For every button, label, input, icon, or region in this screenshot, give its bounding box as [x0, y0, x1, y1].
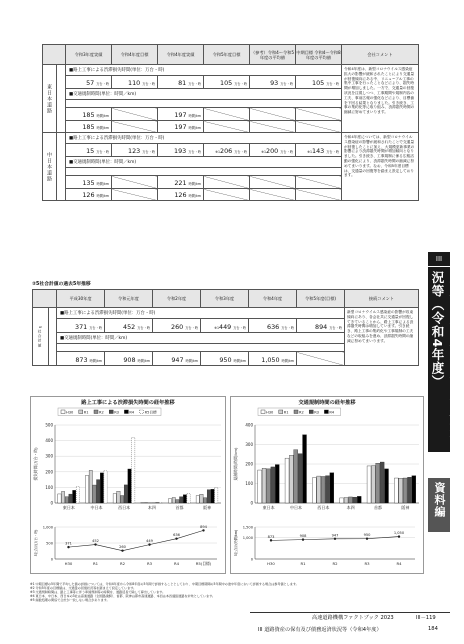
- data-point: [366, 538, 368, 540]
- legend-label: R5目標: [144, 410, 157, 415]
- footnote: ※1 中期目標の5年間で平均した値の評価については、令和4年度から令和8年度の5年間で評価することとしており、中期目標期間の5年間中の途中年度において評価する場合は参考値とします。: [30, 582, 299, 586]
- col-header: 会社コメント: [342, 45, 419, 65]
- legend-swatch: [309, 410, 313, 414]
- y-tick-label: 100: [45, 484, 53, 490]
- col-header: 平成30年度: [57, 290, 105, 308]
- value-cell: 185 時間/km: [66, 121, 112, 133]
- bar: [271, 467, 275, 503]
- legend-swatch: [124, 410, 128, 414]
- appendix-label: 資料編: [433, 482, 446, 518]
- bar: [196, 496, 199, 503]
- bar: [124, 485, 127, 503]
- bar: [159, 502, 162, 503]
- data-label: 636: [173, 533, 180, 538]
- company-comment: 令和4年度は、新型コロナウイルス感染症拡大の影響が緩和されたことにより交通量が回復傾向にある中、リニューアル工事の集中工事を行ったことなどにより、損失時間が増加しました。一方で、交通量の回復状況を注視しつつ、工事期間や規制内容の工夫、事前広報の強化などにより、目標値を下回る結果となりました。引き続き、工事の集約化等に取り組み、渋滞損失時間の縮減に努めてまいります。: [342, 65, 419, 133]
- legend-swatch: [109, 410, 113, 414]
- col-header: 接続コメント: [345, 290, 419, 308]
- col-header: 令和5年度(目標): [297, 290, 345, 308]
- y-tick-label: 1,500: [242, 525, 253, 530]
- data-label: 947: [331, 533, 339, 538]
- x-tick-label: 中日本: [90, 505, 103, 510]
- x-tick-label: R2: [119, 561, 126, 566]
- bar: [180, 497, 183, 503]
- data-label: 908: [299, 534, 307, 539]
- bar: [353, 497, 357, 503]
- data-label: 1,050: [393, 531, 405, 536]
- x-tick-label: R2: [332, 561, 338, 566]
- x-tick-label: R1: [300, 561, 306, 566]
- footer-pageref: III－119: [416, 615, 436, 621]
- value-cell: 126 時間/km: [66, 189, 112, 201]
- legend-label: R4: [329, 410, 335, 415]
- restriction-total-line-chart: [231, 519, 425, 573]
- data-point: [302, 538, 304, 540]
- legend-label: R4: [129, 410, 135, 415]
- data-point: [202, 529, 204, 531]
- x-tick-label: 阪神: [401, 505, 410, 510]
- legend-label: R3: [114, 410, 119, 415]
- col-header: 令和5年度目標: [204, 45, 250, 65]
- x-tick-label: R1: [92, 561, 99, 566]
- value-cell: 126 時間/km: [158, 189, 204, 201]
- value-cell: 197 時間/km: [158, 108, 204, 121]
- data-point: [148, 543, 150, 545]
- bar: [85, 475, 88, 503]
- empty-diag-cell: [296, 108, 342, 121]
- x-tick-label: H30: [64, 561, 73, 566]
- metric-subheader: ■路上工事による渋滞損失時間(単位：万台・時): [57, 308, 345, 319]
- spacer-cell: [57, 65, 66, 133]
- legend-swatch: [140, 410, 144, 414]
- value-cell: 221 時間/km: [158, 176, 204, 189]
- value-cell: 110 万台・時: [112, 76, 158, 89]
- value-cell: 93 万台・時: [250, 76, 296, 89]
- y-tick-label: 0: [250, 557, 253, 562]
- value-cell: 57 万台・時: [66, 76, 112, 89]
- bar: [73, 490, 76, 503]
- value-cell: 81 万台・時: [158, 76, 204, 89]
- bar: [394, 478, 398, 503]
- y-tick-label: 500: [46, 541, 53, 546]
- spacer-row: [66, 168, 342, 176]
- bar: [89, 470, 92, 503]
- data-label: 950: [363, 533, 371, 538]
- value-cell: 197 時間/km: [158, 121, 204, 133]
- y-axis-label: 規制時間(時間/km): [233, 447, 238, 481]
- value-cell: 1,050 時間/km: [249, 352, 297, 366]
- bar: [168, 499, 171, 503]
- bar: [100, 473, 103, 503]
- bar: [120, 496, 123, 503]
- bar: [266, 469, 270, 503]
- spacer-row: [66, 100, 342, 108]
- bar: [340, 498, 344, 503]
- bar: [317, 476, 321, 503]
- bar: [104, 471, 107, 503]
- bar: [303, 435, 307, 503]
- legend-label: R1: [283, 410, 289, 415]
- data-label: 894: [200, 524, 207, 529]
- bar: [61, 491, 64, 503]
- spacer-cell: [49, 308, 57, 366]
- data-point: [121, 549, 123, 551]
- x-tick-label: R3: [364, 561, 370, 566]
- y-tick-label: 0: [50, 557, 53, 562]
- y-tick-label: 200: [45, 469, 53, 475]
- value-cell: 105 万台・時: [296, 76, 342, 89]
- bar: [275, 465, 279, 503]
- value-cell: ※1143 万台・時: [296, 144, 342, 157]
- legend-label: R1: [83, 410, 89, 415]
- chart-panel-restriction: [230, 396, 424, 574]
- corner-cell: [43, 45, 66, 65]
- value-cell: ※1206 万台・時: [204, 144, 250, 157]
- bar: [408, 477, 412, 503]
- bar: [132, 437, 135, 503]
- bar: [285, 458, 289, 503]
- bar: [399, 478, 403, 503]
- data-label: 873: [267, 534, 275, 539]
- legend-swatch: [324, 410, 328, 414]
- footnote: ※3 交通規制時間は、路上工事等に伴う車線規制等の時間を、道路延長で除して算出しています。: [30, 590, 166, 594]
- empty-diag-cell: [296, 121, 342, 133]
- empty-diag-cell: [250, 121, 296, 133]
- value-cell: 185 時間/km: [66, 108, 112, 121]
- legend-swatch: [61, 410, 65, 414]
- y-tick-label: 1,000: [42, 525, 53, 530]
- bar: [403, 478, 407, 503]
- col-header: 令和3年度: [201, 290, 249, 308]
- bar: [183, 495, 186, 503]
- value-cell: 452 万台・時: [105, 319, 153, 333]
- bar: [69, 494, 72, 503]
- value-cell: 135 時間/km: [66, 176, 112, 189]
- appendix-tab: [428, 478, 450, 532]
- chart-title: 路上工事による渋滞損失時間の経年推移: [81, 400, 175, 406]
- value-cell: 908 時間/km: [105, 352, 153, 366]
- data-point: [67, 546, 69, 548]
- data-label: 260: [119, 545, 126, 550]
- company-label: 中日本道路: [43, 133, 57, 201]
- bar: [326, 476, 330, 503]
- data-point: [94, 543, 96, 545]
- bar: [376, 463, 380, 503]
- chart-panel-congestion: [30, 396, 226, 574]
- y-tick-label: 500: [45, 422, 53, 428]
- col-header: 令和3年度実績: [66, 45, 112, 65]
- empty-diag-cell: [297, 352, 345, 366]
- bar: [348, 497, 352, 503]
- legend-label: H30: [66, 410, 74, 415]
- bar: [58, 494, 61, 503]
- x-tick-label: 東日本: [62, 505, 75, 510]
- corner-cell: [33, 290, 57, 308]
- bar: [321, 476, 325, 503]
- empty-diag-cell: [204, 108, 250, 121]
- metric-subheader: ■交通規制時間(単位：時間／km): [66, 157, 342, 168]
- section-title: ②5社合計値の過去5年推移: [32, 282, 91, 287]
- empty-diag-cell: [204, 176, 250, 189]
- col-header: 令和4年度実績: [158, 45, 204, 65]
- bar: [258, 470, 262, 503]
- bar: [330, 473, 334, 503]
- value-cell: 260 万台・時: [153, 319, 201, 333]
- value-cell: 193 万台・時: [158, 144, 204, 157]
- bar: [128, 469, 131, 503]
- empty-diag-cell: [204, 121, 250, 133]
- x-tick-label: R5(目標): [195, 561, 212, 566]
- y-tick-label: 300: [245, 442, 253, 447]
- legend-label: H30: [266, 410, 274, 415]
- legend-label: R2: [299, 410, 304, 415]
- metric-subheader: ■交通規制時間(単位：時間／km): [57, 333, 345, 344]
- chapter-tab: [428, 252, 463, 460]
- series-line: [69, 530, 204, 550]
- y-tick-label: 400: [245, 422, 253, 428]
- data-label: 452: [92, 539, 99, 544]
- col-header: 令和2年度: [153, 290, 201, 308]
- empty-diag-cell: [296, 189, 342, 201]
- data-point: [175, 537, 177, 539]
- spacer-cell: [57, 133, 66, 201]
- y-axis-label: 5社合計(万台・時): [34, 529, 38, 557]
- y-tick-label: 1,000: [242, 536, 253, 541]
- bar: [371, 466, 375, 503]
- x-tick-label: 西日本: [118, 505, 131, 510]
- value-cell: 371 万台・時: [57, 319, 105, 333]
- x-tick-label: R4: [396, 561, 402, 566]
- y-tick-label: 0: [250, 500, 253, 506]
- data-point: [398, 535, 400, 537]
- value-cell: 950 時間/km: [201, 352, 249, 366]
- empty-diag-cell: [112, 176, 158, 189]
- company-label: 東日本道路: [43, 65, 57, 133]
- empty-diag-cell: [112, 108, 158, 121]
- x-tick-label: 首都: [175, 505, 184, 510]
- x-tick-label: 西日本: [317, 505, 330, 510]
- metric-subheader: ■路上工事による渋滞損失時間(単位：万台・時): [66, 133, 342, 144]
- empty-diag-cell: [204, 189, 250, 201]
- y-axis-label: 損失時間(万台・時): [33, 447, 38, 481]
- bar: [211, 489, 214, 503]
- bar: [76, 487, 79, 503]
- bar: [176, 500, 179, 503]
- x-tick-label: 本四: [346, 505, 355, 510]
- bar: [207, 490, 210, 503]
- congestion-bar-chart: [31, 407, 227, 519]
- y-tick-label: 200: [245, 461, 253, 467]
- bar: [380, 462, 384, 503]
- bar: [367, 466, 371, 503]
- col-header: 令和4年度: [249, 290, 297, 308]
- footnote: ※4 東日本、中日本、西日本の3社は高速道路（全国路線網）、首都、阪神は都市高速道路、本四は本四連絡道路を対象としています。: [30, 594, 216, 598]
- chapter-title: 道路資産の保有及び債務返済状況等（令和4年度）: [430, 271, 463, 460]
- total-comment: 新型コロナウイルス感染症の影響が収束傾向にあり、各会社共に交通量が回復してきていることから、路上工事による渋滞損失時間は増加しています。引き続き、路上工事の集約化や工事規制の工夫などの取組みを進め、渋滞損失時間の縮減に努めてまいります。: [345, 308, 419, 366]
- legend-swatch: [279, 410, 283, 414]
- footer-page-number: 184: [428, 626, 438, 632]
- bar: [298, 454, 302, 503]
- empty-diag-cell: [250, 108, 296, 121]
- bar: [385, 469, 389, 503]
- value-cell: 105 万台・時: [204, 76, 250, 89]
- metric-subheader: ■路上工事による渋滞損失時間(単位：万台・時): [66, 65, 342, 76]
- footer-rule: [250, 612, 450, 613]
- data-label: 371: [65, 541, 72, 546]
- bar: [172, 498, 175, 503]
- bar: [344, 498, 348, 503]
- kpi-table-by-company: [42, 44, 419, 201]
- x-tick-label: 本四: [147, 505, 156, 510]
- data-point: [334, 538, 336, 540]
- empty-diag-cell: [296, 176, 342, 189]
- value-cell: ※1449 万台・時: [201, 319, 249, 333]
- y-axis-label: 5社合計(時間/km): [234, 529, 238, 557]
- value-cell: 15 万台・時: [66, 144, 112, 157]
- bar: [412, 476, 416, 503]
- empty-diag-cell: [250, 176, 296, 189]
- value-cell: 123 万台・時: [112, 144, 158, 157]
- bar: [215, 488, 218, 503]
- bar: [289, 455, 293, 503]
- footnotes: [30, 582, 425, 602]
- x-tick-label: 阪神: [203, 505, 212, 510]
- bar: [312, 478, 316, 503]
- kpi-table-five-company: [32, 289, 419, 366]
- x-tick-label: R3: [146, 561, 153, 566]
- footnote: ※5 端数処理の関係で合計が一致しない場合があります。: [30, 598, 110, 602]
- legend-swatch: [79, 410, 83, 414]
- empty-diag-cell: [112, 121, 158, 133]
- bar: [203, 498, 206, 503]
- col-header: 令和元年度: [105, 290, 153, 308]
- data-label: 449: [146, 539, 153, 544]
- footnote: ※2 令和5年度の目標値は、交通量の回復状況等を踏まえて設定しています。: [30, 586, 137, 590]
- bar: [93, 485, 96, 503]
- footer-book: 高速道路機構ファクトブック 2023: [312, 615, 394, 621]
- chapter-number: III: [428, 252, 450, 267]
- y-tick-label: 100: [245, 481, 253, 486]
- bar: [65, 497, 68, 503]
- restriction-bar-chart: [231, 407, 425, 519]
- value-cell: 636 万台・時: [249, 319, 297, 333]
- bar: [200, 494, 203, 503]
- legend-swatch: [261, 410, 265, 414]
- chart-title: 交通規制時間の経年推移: [298, 400, 356, 406]
- x-tick-label: H30: [267, 561, 275, 566]
- col-header: （参考）令和4～令和5年度の平均値: [250, 45, 296, 65]
- legend-label: R2: [99, 410, 104, 415]
- data-point: [270, 539, 272, 541]
- x-tick-label: 東日本: [262, 505, 275, 510]
- legend-label: R3: [314, 410, 319, 415]
- company-comment: 令和4年度については、新型コロナウイルス感染症の影響が緩和されたことで交通量が回復したことに加え、大規模更新事業の影響により渋滞損失時間が増加傾向となりました。引き続き、工事規制に係る広報活動の強化により、渋滞損失時間の縮減に努めてまいります。なお、令和5年度目標は、交通量の回復等を踏まえ設定しております。: [342, 133, 419, 201]
- col-header: 令和4年度目標: [112, 45, 158, 65]
- bar: [294, 450, 298, 503]
- y-tick-label: 300: [45, 453, 53, 459]
- x-tick-label: R4: [173, 561, 180, 566]
- value-cell: 947 時間/km: [153, 352, 201, 366]
- bar: [187, 494, 190, 503]
- col-header: 中期目標 令和4～令和8年度の平均値: [296, 45, 342, 65]
- value-cell: ※1200 万台・時: [250, 144, 296, 157]
- total-label: 5社合計値: [33, 308, 49, 366]
- value-cell: 873 時間/km: [57, 352, 105, 366]
- legend-swatch: [294, 410, 298, 414]
- empty-diag-cell: [250, 189, 296, 201]
- bar: [357, 496, 361, 503]
- y-tick-label: 0: [50, 500, 53, 506]
- y-tick-label: 400: [45, 438, 53, 444]
- legend-swatch: [94, 410, 98, 414]
- x-tick-label: 首都: [374, 505, 382, 510]
- spacer-row: [57, 344, 345, 352]
- x-tick-label: 中日本: [290, 505, 302, 510]
- value-cell: 894 万台・時: [297, 319, 345, 333]
- empty-diag-cell: [112, 189, 158, 201]
- metric-subheader: ■交通規制時間(単位：時間／km): [66, 89, 342, 100]
- bar: [113, 494, 116, 503]
- bar: [262, 468, 266, 503]
- footer-chapter: III 道路資産の保有及び債務返済状況等（令和4年度）: [258, 627, 382, 633]
- bar: [97, 480, 100, 503]
- bar: [117, 491, 120, 503]
- congestion-total-line-chart: [31, 519, 227, 573]
